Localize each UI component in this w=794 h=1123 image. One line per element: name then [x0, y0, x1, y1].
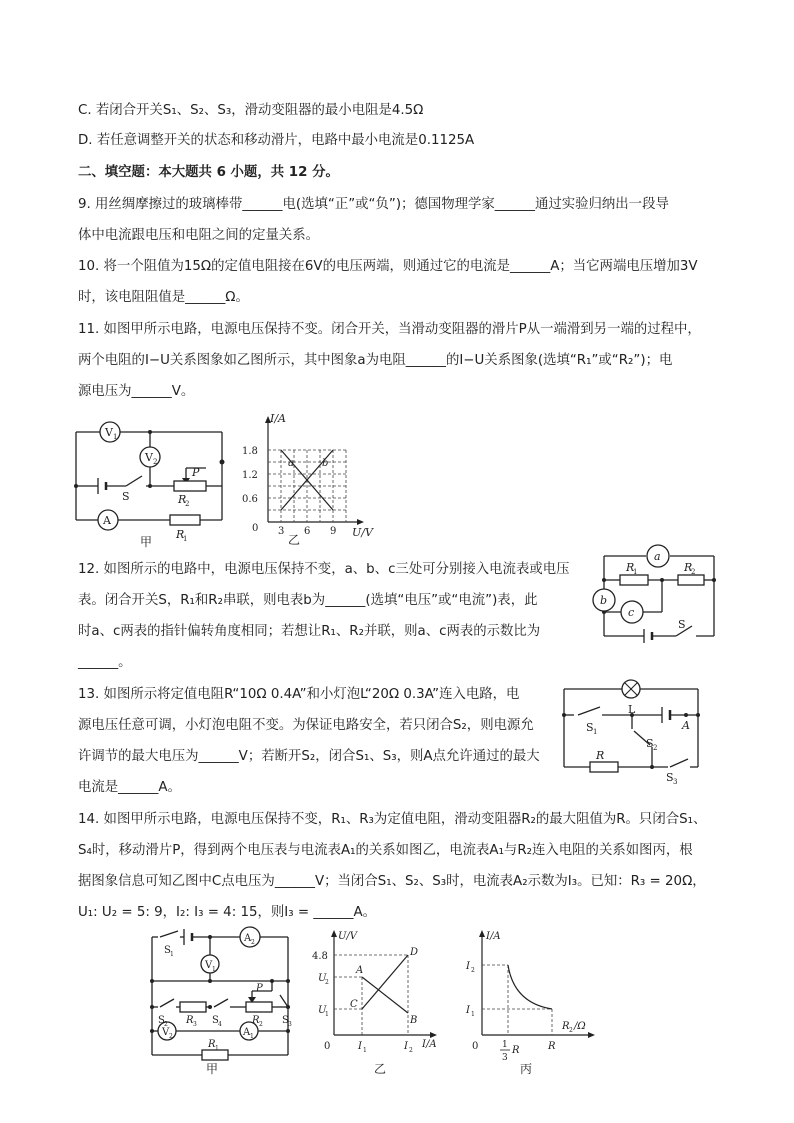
svg-text:R: R	[176, 528, 185, 541]
svg-text:R: R	[512, 1045, 520, 1056]
svg-text:R: R	[208, 1039, 216, 1050]
question-9-line-1: 9. 用丝绸摩擦过的玻璃棒带______电(选填“正”或“负”)；德国物理学家______通过实验归纳出一段导	[78, 197, 669, 212]
resistor-r1-icon	[620, 575, 648, 585]
svg-text:a: a	[288, 458, 294, 469]
svg-text:R: R	[186, 1015, 194, 1026]
svg-text:S: S	[646, 737, 654, 750]
svg-text:C: C	[350, 999, 358, 1010]
svg-text:2: 2	[471, 967, 475, 974]
svg-text:2: 2	[169, 1033, 173, 1040]
resistor-r-icon	[590, 762, 618, 772]
svg-text:1.2: 1.2	[242, 470, 258, 481]
svg-text:c: c	[628, 606, 635, 619]
svg-text:0: 0	[324, 1041, 331, 1052]
question-11-line-1: 11. 如图甲所示电路，电源电压保持不变。闭合开关，当滑动变阻器的滑片P从一端滑到另一端的过程中，	[78, 322, 701, 337]
question-12-line-2: 表。闭合开关S，R₁和R₂串联，则电表b为______(选填“电压”或“电流”)表，此	[78, 593, 538, 608]
q14-circuit	[146, 925, 306, 1075]
svg-text:2: 2	[164, 1021, 168, 1028]
svg-text:A: A	[103, 514, 111, 527]
svg-text:2: 2	[325, 979, 329, 986]
question-14-line-1: 14. 如图甲所示电路，电源电压保持不变，R₁、R₃为定值电阻，滑动变阻器R₂的最大阻值为R。只闭合S₁、	[78, 812, 707, 827]
svg-text:S: S	[282, 1015, 289, 1026]
svg-text:U: U	[318, 1005, 327, 1016]
question-12-line-3: 时a、c两表的指针偏转角度相同；若想让R₁、R₂并联，则a、c两表的示数比为	[78, 624, 541, 639]
svg-text:I/A: I/A	[422, 1039, 437, 1050]
svg-text:S: S	[122, 490, 130, 503]
resistor-r3-icon	[180, 1002, 206, 1012]
question-12-line-1: 12. 如图所示的电路中，电源电压保持不变，a、b、c三处可分别接入电流表或电压	[78, 562, 570, 577]
svg-text:3: 3	[502, 1053, 508, 1063]
svg-text:V: V	[145, 451, 153, 464]
q11-figure-clean	[70, 410, 400, 550]
svg-text:S: S	[678, 618, 686, 631]
svg-text:A: A	[682, 719, 690, 732]
resistor-r1-icon	[170, 515, 200, 525]
svg-text:3: 3	[673, 778, 678, 786]
svg-text:2: 2	[653, 744, 658, 752]
option-c: C. 若闭合开关S₁、S₂、S₃，滑动变阻器的最小电阻是4.5Ω	[78, 103, 424, 118]
svg-text:R: R	[178, 493, 187, 506]
svg-text:1: 1	[363, 1047, 367, 1054]
svg-text:S: S	[212, 1015, 219, 1026]
svg-text:B: B	[410, 1015, 418, 1026]
svg-text:b: b	[322, 458, 329, 469]
graph-label-yi: 乙	[374, 1062, 387, 1076]
resistor-r2-icon	[174, 481, 206, 491]
svg-text:I: I	[404, 1041, 408, 1052]
svg-text:1: 1	[502, 1040, 508, 1050]
svg-text:1: 1	[325, 1011, 329, 1018]
svg-text:R: R	[684, 561, 693, 574]
svg-text:L: L	[628, 703, 636, 716]
option-d: D. 若任意调整开关的状态和移动滑片，电路中最小电流是0.1125A	[78, 133, 475, 148]
svg-text:0.6: 0.6	[242, 494, 258, 505]
circuit-label-jia: 甲	[206, 1062, 219, 1076]
svg-text:S: S	[158, 1015, 165, 1026]
question-13-line-2: 源电压任意可调，小灯泡电阻不变。为保证电路安全，若只闭合S₂，则电源允	[78, 718, 534, 733]
svg-text:b: b	[600, 594, 608, 607]
svg-text:V: V	[105, 426, 113, 439]
section-heading: 二、填空题：本大题共 6 小题，共 12 分。	[78, 165, 339, 180]
svg-text:U/V: U/V	[352, 526, 373, 539]
svg-text:4: 4	[218, 1021, 222, 1028]
question-13-line-1: 13. 如图所示将定值电阻R“10Ω 0.4A”和小灯泡L“20Ω 0.3A”连入电路，电	[78, 687, 520, 702]
svg-text:3: 3	[288, 1021, 292, 1028]
svg-text:R: R	[548, 1041, 556, 1052]
graph-label-bing: 丙	[520, 1062, 533, 1076]
svg-text:R: R	[626, 561, 635, 574]
svg-text:P: P	[256, 983, 263, 994]
svg-text:I: I	[466, 961, 470, 972]
svg-text:1: 1	[212, 966, 216, 973]
svg-text:1: 1	[215, 1045, 219, 1052]
svg-text:2: 2	[409, 1047, 413, 1054]
svg-text:1: 1	[183, 535, 188, 543]
question-11-line-2: 两个电阻的I−U关系图象如乙图所示，其中图象a为电阻______的I−U关系图象(选填“R₁”或“R₂”)；电	[78, 353, 673, 368]
svg-text:P: P	[192, 466, 200, 479]
graph-label-yi: 乙	[288, 533, 301, 547]
svg-text:2: 2	[569, 1027, 573, 1034]
question-12-line-4: ______。	[78, 655, 132, 670]
question-14-line-4: U₁: U₂ = 5: 9，I₂: I₃ = 4: 15，则I₃ = ______A。	[78, 905, 377, 920]
svg-text:I/A: I/A	[486, 931, 501, 942]
svg-text:R: R	[596, 749, 605, 762]
question-9-line-2: 体中电流跟电压和电阻之间的定量关系。	[78, 228, 320, 243]
svg-text:I/A: I/A	[270, 412, 286, 425]
question-13-line-3: 许调节的最大电压为______V；若断开S₂，闭合S₁、S₃，则A点允许通过的最大	[78, 749, 540, 764]
svg-text:U: U	[318, 973, 327, 984]
resistor-r2-icon	[246, 1002, 272, 1012]
curve-i-vs-r2	[508, 965, 552, 1009]
svg-text:4.8: 4.8	[312, 951, 328, 962]
svg-text:A: A	[356, 965, 364, 976]
svg-text:A: A	[244, 933, 252, 944]
question-14-line-3: 据图象信息可知乙图中C点电压为______V；当闭合S₁、S₂、S₃时，电流表A₂示数为I₃。已知：R₃ = 20Ω，	[78, 874, 706, 889]
svg-text:9: 9	[330, 526, 337, 537]
question-14-line-2: S₄时，移动滑片P，得到两个电压表与电流表A₁的关系如图乙，电流表A₁与R₂连入电阻的关系如图丙，根	[78, 843, 693, 858]
question-10-line-1: 10. 将一个阻值为15Ω的定值电阻接在6V的电压两端，则通过它的电流是______A；当它两端电压增加3V	[78, 259, 698, 274]
svg-text:a: a	[654, 550, 661, 563]
svg-text:V: V	[205, 960, 213, 971]
svg-text:S: S	[666, 771, 674, 784]
svg-text:2: 2	[691, 568, 696, 576]
svg-text:1: 1	[633, 568, 638, 576]
question-11-line-3: 源电压为______V。	[78, 384, 195, 399]
svg-text:1: 1	[593, 728, 598, 736]
svg-text:R: R	[562, 1021, 570, 1032]
svg-text:S: S	[586, 721, 594, 734]
svg-text:2: 2	[259, 1021, 263, 1028]
svg-text:U/V: U/V	[338, 931, 358, 942]
svg-text:0: 0	[252, 523, 259, 534]
iu-graph	[242, 412, 374, 547]
svg-text:2: 2	[251, 939, 255, 946]
svg-text:1: 1	[471, 1011, 475, 1018]
svg-text:2: 2	[185, 500, 190, 508]
svg-text:I: I	[466, 1005, 470, 1016]
q12-figure	[590, 540, 720, 650]
circuit-label-jia: 甲	[140, 535, 153, 549]
svg-text:I: I	[358, 1041, 362, 1052]
svg-text:0: 0	[472, 1041, 479, 1052]
svg-text:2: 2	[153, 458, 158, 466]
svg-text:1.8: 1.8	[242, 446, 258, 457]
svg-text:D: D	[410, 947, 419, 958]
svg-text:6: 6	[304, 526, 311, 537]
svg-text:1: 1	[170, 951, 174, 958]
question-13-line-4: 电流是______A。	[78, 780, 181, 795]
svg-text:S: S	[164, 945, 171, 956]
svg-text:3: 3	[278, 526, 285, 537]
svg-text:A: A	[243, 1027, 251, 1038]
q14-graph-yi	[310, 925, 450, 1075]
question-10-line-2: 时，该电阻阻值是______Ω。	[78, 290, 249, 305]
q14-graph-bing	[458, 925, 608, 1075]
svg-text:1: 1	[113, 433, 118, 441]
svg-text:V: V	[162, 1027, 170, 1038]
resistor-r2-icon	[678, 575, 704, 585]
svg-text:R: R	[252, 1015, 260, 1026]
q13-figure	[556, 675, 716, 785]
svg-text:/Ω: /Ω	[574, 1021, 586, 1032]
svg-text:1: 1	[250, 1033, 254, 1040]
svg-text:3: 3	[193, 1021, 197, 1028]
